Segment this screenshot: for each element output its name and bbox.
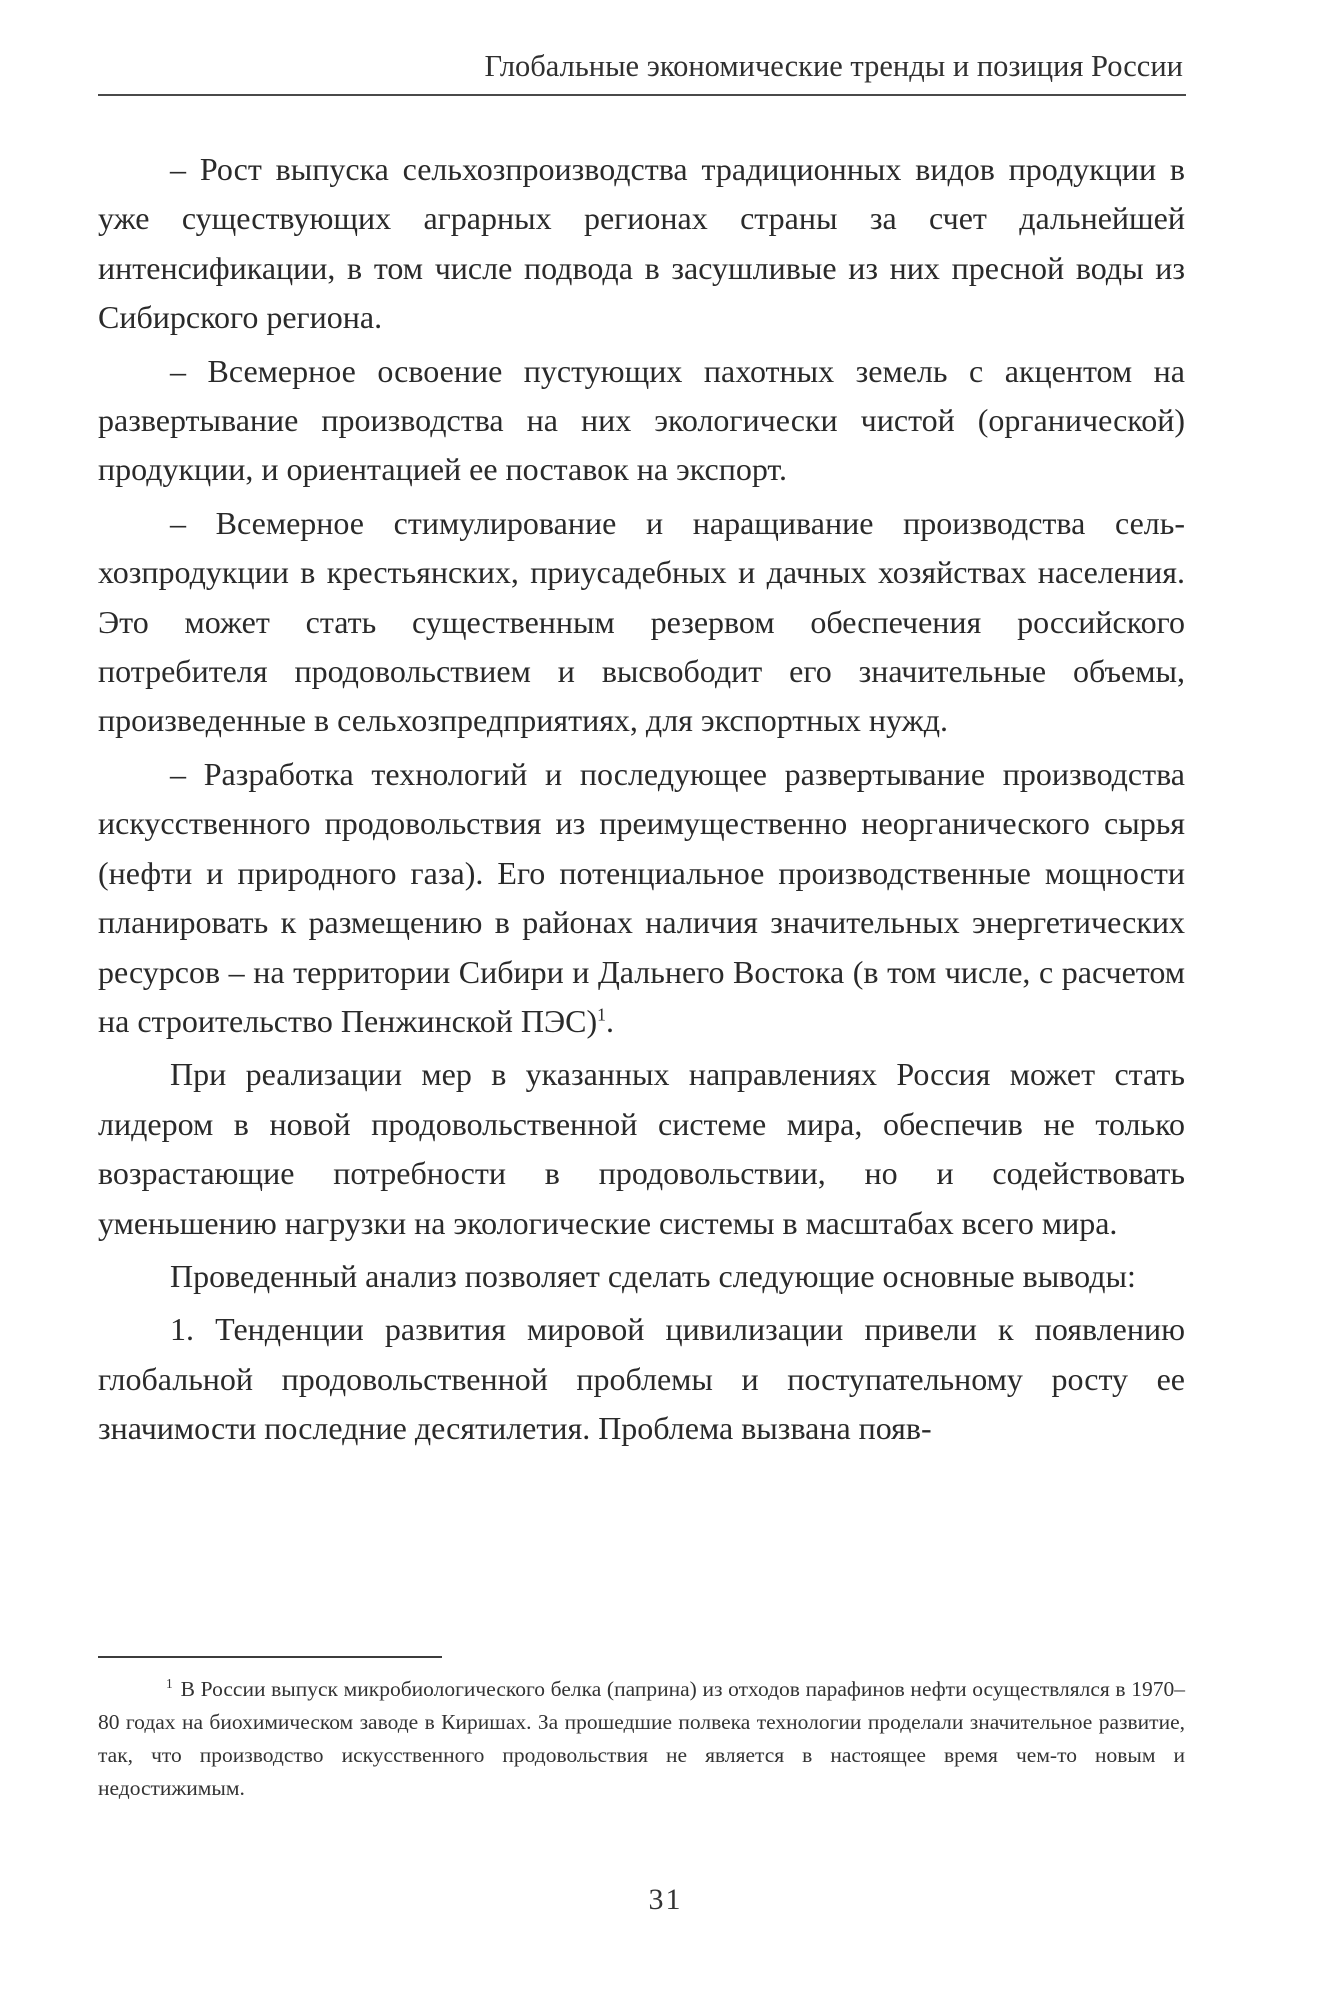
paragraph-conclusions-intro: Проведенный анализ позволяет сделать следующие основные выводы: bbox=[170, 1257, 1136, 1294]
paragraph-crop-growth: – Рост выпуска сельхозпроизводства традиционных видов продукции в уже существующих аграрных регионах страны за счет дальнейшей интенсификации, в том числе подвода в засушливые из них пресной воды из Сибирского региона. bbox=[98, 151, 1185, 336]
main-text bbox=[98, 145, 1185, 1454]
paragraph-conclusion-1: 1. Тенденции развития мировой цивилизации привели к появлению глобальной продовольственной проблемы и поступательному росту ее значимости последние десятилетия. Проблема вызвана появ- bbox=[98, 1311, 1185, 1447]
paragraph-artificial-food-text: – Разработка технологий и последующее развертывание производства искусственного продовольствия из преимущественно неорганического сырья (нефти и природного газа). Его потенциальное производственные мощности планировать к размещению в районах наличия значительных энергетических ресурсов – на территории Сибири и Дальнего Востока (в том числе, с расчетом на строительство Пенжинской ПЭС) bbox=[98, 755, 1185, 1039]
footnote-text: В России выпуск микробиологического белка (паприна) из отходов парафинов нефти осуществлялся в 1970–80 годах на биохимическом заводе в Киришах. За прошедшие полвека технологии проделали значительное развитие, так, что производство искусственного продовольствия не является в настоящее время чем-то новым и недостижимым. bbox=[98, 1677, 1185, 1800]
page-number: 31 bbox=[648, 1883, 683, 1916]
paragraph-artificial-food bbox=[98, 750, 1185, 1046]
paragraph-leadership: При реализации мер в указанных направлениях Россия может стать лидером в новой продовольственной системе мира, обеспечив не только возрастающие потребности в продовольствии, но и содействовать уменьшению нагрузки на экологические системы в масштабах всего мира. bbox=[98, 1056, 1185, 1241]
paragraph-household-farming: – Всемерное стимулирование и наращивание производства сельхозпродукции в крестьянских, приусадебных и дачных хозяйствах населения. Это может стать существенным резервом обеспечения российского потребителя продовольствием и высвободит его значительные объемы, произведенные в сельхозпредприятиях, для экспортных нужд. bbox=[98, 504, 1185, 739]
paragraph-land-development: – Всемерное освоение пустующих пахотных земель с акцентом на развертывание производства на них экологически чистой (органической) продукции, и ориентацией ее поставок на экспорт. bbox=[98, 352, 1185, 488]
footnote-reference: 1 bbox=[597, 1004, 606, 1025]
running-head: Глобальные экономические тренды и позиция России bbox=[484, 49, 1183, 83]
footnote bbox=[98, 1673, 1185, 1805]
footnote-rule bbox=[98, 1656, 442, 1658]
footnote-marker: 1 bbox=[166, 1675, 173, 1691]
header-rule bbox=[98, 94, 1186, 96]
footnote-reference-period: . bbox=[605, 1002, 614, 1039]
